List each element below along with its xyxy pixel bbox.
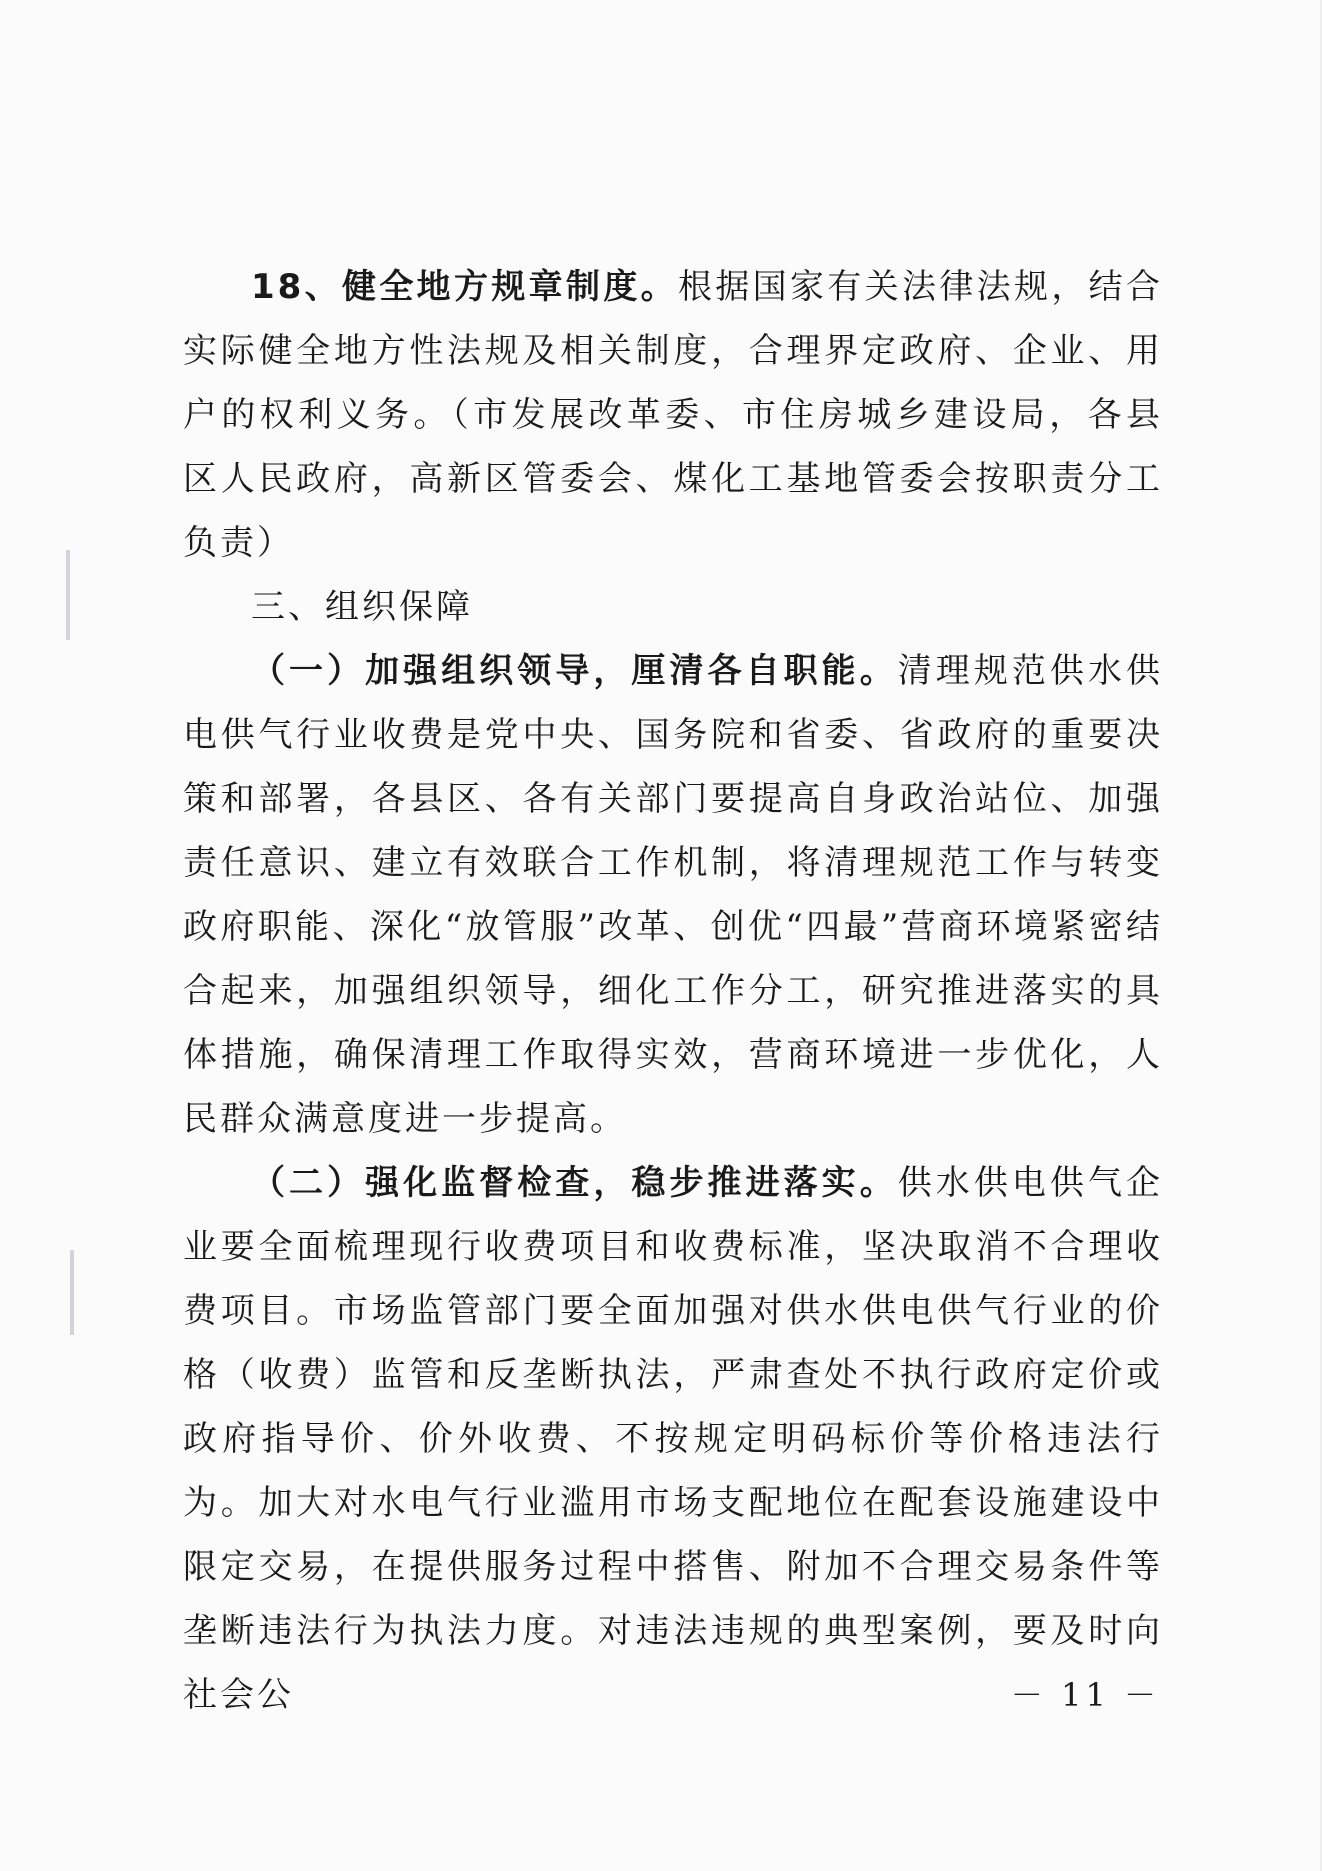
section-heading-text: 三、组织保障 <box>251 587 473 627</box>
paragraph-lead-bold: 18、健全地方规章制度。 <box>251 267 678 307</box>
document-body <box>183 255 1163 1727</box>
paragraph-text: 根据国家有关法律法规，结合实际健全地方性法规及相关制度，合理界定政府、企业、用户的权利义务。（市发展改革委、市住房城乡建设局，各县区人民政府，高新区管委会、煤化工基地管委会按职责分工负责） <box>183 267 1163 563</box>
paragraph-strengthen-supervision <box>183 1151 1163 1727</box>
page-number: － 11 － <box>1010 1676 1160 1714</box>
binding-hole-marks-top <box>66 550 70 640</box>
paragraph-strengthen-leadership <box>183 639 1163 1151</box>
paragraph-text: 清理规范供水供电供气行业收费是党中央、国务院和省委、省政府的重要决策和部署，各县区、各有关部门要提高自身政治站位、加强责任意识、建立有效联合工作机制，将清理规范工作与转变政府职能、深化“放管服”改革、创优“四最”营商环境紧密结合起来，加强组织领导，细化工作分工，研究推进落实的具体措施，确保清理工作取得实效，营商环境进一步优化，人民群众满意度进一步提高。 <box>183 651 1164 1139</box>
paragraph-18 <box>183 255 1163 575</box>
paragraph-lead-bold: （二）强化监督检查，稳步推进落实。 <box>251 1163 898 1203</box>
paragraph-text: 供水供电供气企业要全面梳理现行收费项目和收费标准，坚决取消不合理收费项目。市场监管部门要全面加强对供水供电供气行业的价格（收费）监管和反垄断执法，严肃查处不执行政府定价或政府指导价、价外收费、不按规定明码标价等价格违法行为。加大对水电气行业滥用市场支配地位在配套设施建设中限定交易，在提供服务过程中搭售、附加不合理交易条件等垄断违法行为执法力度。对违法违规的典型案例，要及时向社会公 <box>183 1163 1164 1715</box>
section-heading-organization-guarantee <box>183 575 1163 639</box>
binding-hole-marks-bottom <box>70 1250 74 1335</box>
paragraph-lead-bold: （一）加强组织领导，厘清各自职能。 <box>251 651 898 691</box>
